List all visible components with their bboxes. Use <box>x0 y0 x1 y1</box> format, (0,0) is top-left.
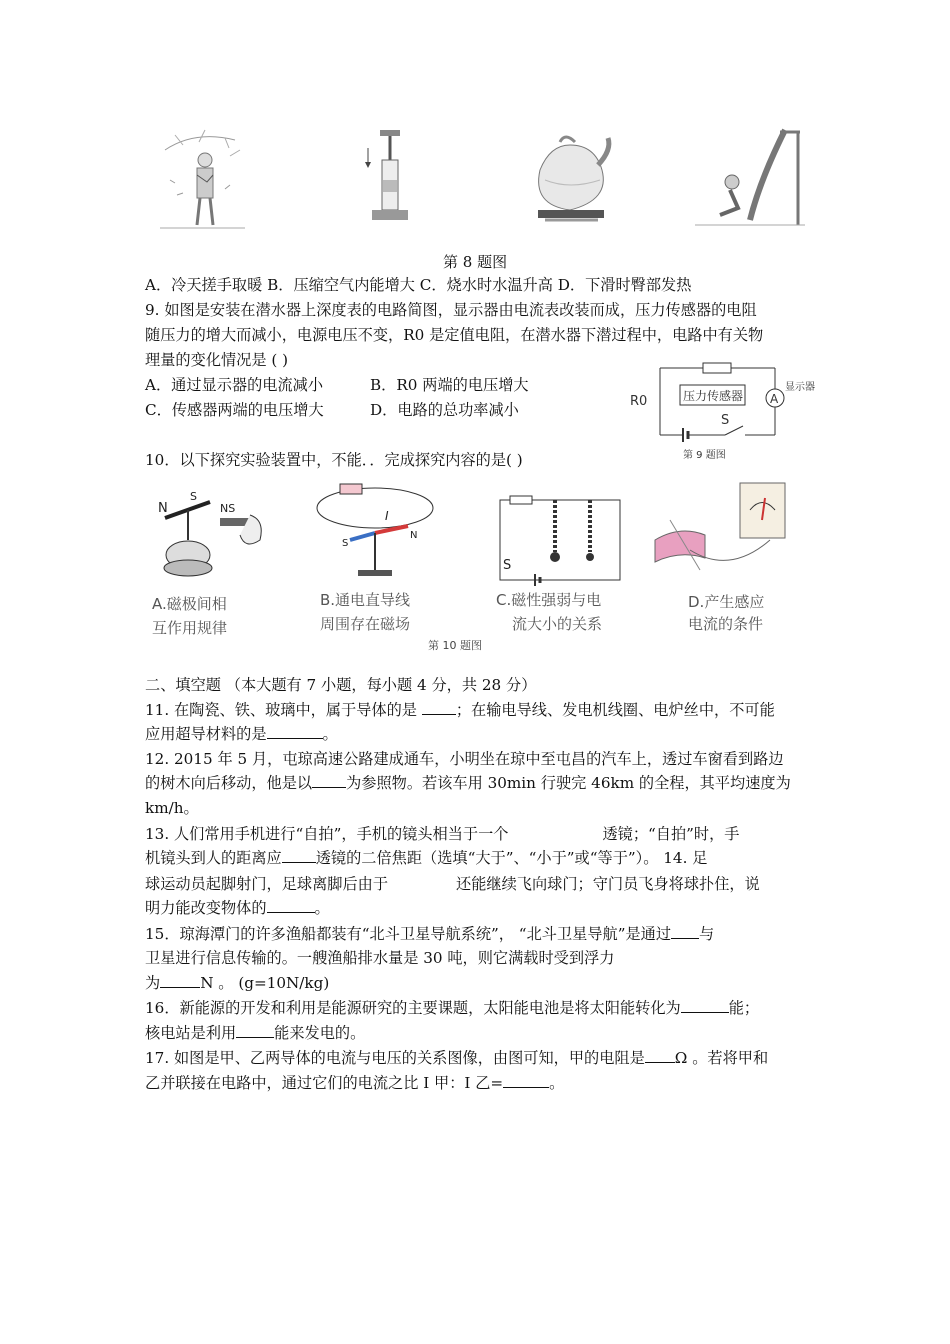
slide-illustration <box>690 120 805 232</box>
q17-blank-2[interactable] <box>503 1073 549 1088</box>
q9-option-c: C．传感器两端的电压增大 <box>145 401 324 419</box>
r0-label: R0 <box>630 394 648 409</box>
q10-fig-d-label-1: D.产生感应 <box>688 593 765 611</box>
q15-line-2: 卫星进行信息传输的。一艘渔船排水量是 30 吨，则它满载时受到浮力 <box>145 949 615 967</box>
q12-blank-1[interactable] <box>312 773 346 788</box>
q9-stem-line-2: 随压力的增大而减小，电源电压不变，R0 是定值电阻，在潜水器下潜过程中，电路中有关物 <box>145 326 764 344</box>
air-pump-illustration <box>360 120 420 230</box>
q11-blank-2[interactable] <box>267 724 323 739</box>
q8-figure-row <box>150 120 810 240</box>
q14-line-1: 球运动员起脚射门，足球离脚后由于 还能继续飞向球门；守门员飞身将球扑住，说 <box>145 875 760 893</box>
q9-stem-line-3: 理量的变化情况是 ( ) <box>145 351 289 369</box>
q10-fig-c-label-2: 流大小的关系 <box>512 615 603 633</box>
q9-option-a: A．通过显示器的电流减小 <box>145 376 324 394</box>
fig-b-s-label: S <box>342 538 349 549</box>
fig-c-switch-label: S <box>503 558 512 573</box>
q11-line-1: 11. 在陶瓷、铁、玻璃中，属于导体的是 ；在输电导线、发电机线圈、电炉丝中，不可能 <box>145 701 775 719</box>
q10-fig-a-label-1: A.磁极间相 <box>152 595 227 613</box>
q10-figure-caption: 第 10 题图 <box>428 639 482 652</box>
fig-b-n-label: N <box>410 530 418 541</box>
q9-figure-caption: 第 9 题图 <box>683 450 726 461</box>
fig-a-ns-label: NS <box>220 502 236 515</box>
q15-blank-1[interactable] <box>671 924 699 939</box>
q15-blank-2[interactable] <box>160 973 200 988</box>
q16-line-1: 16．新能源的开发和利用是能源研究的主要课题，太阳能电池是将太阳能转化为 能； <box>145 999 760 1017</box>
section-2-heading: 二、填空题 （本大题有 7 小题，每小题 4 分，共 28 分） <box>145 676 537 694</box>
q13-line-1: 13. 人们常用手机进行“自拍”，手机的镜头相当于一个 透镜；“自拍”时，手 <box>145 825 740 843</box>
q10-fig-d-label-2: 电流的条件 <box>688 615 764 633</box>
q10-fig-a-label-2: 互作用规律 <box>152 619 228 637</box>
q12-line-2: 的树木向后移动，他是以 为参照物。若该车用 30min 行驶完 46km 的全程，其平均速度为 <box>145 774 791 792</box>
pressure-sensor-label: 压力传感器 <box>683 389 744 403</box>
q11-line-2: 应用超导材料的是 。 <box>145 725 338 743</box>
q16-blank-1[interactable] <box>681 998 729 1013</box>
q10-fig-b-wire <box>310 478 440 578</box>
q12-line-3: km/h。 <box>145 799 199 817</box>
q10-fig-b-label-2: 周围存在磁场 <box>320 615 411 633</box>
q12-line-1: 12. 2015 年 5 月，屯琼高速公路建成通车，小明坐在琼中至屯昌的汽车上，透过车窗看到路边 <box>145 750 784 768</box>
q9-option-d: D．电路的总功率减小 <box>370 401 519 419</box>
q10-fig-c-label-1: C.磁性强弱与电 <box>496 591 602 609</box>
q9-stem-line-1: 9. 如图是安装在潜水器上深度表的电路简图，显示器由电流表改装而成，压力传感器的电阻 <box>145 301 757 319</box>
fig-b-current-label: I <box>385 509 389 523</box>
q17-blank-1[interactable] <box>645 1048 675 1063</box>
rubbing-hands-illustration <box>155 120 250 230</box>
fig-a-n-label: N <box>158 501 168 516</box>
q14-line-2: 明力能改变物体的 。 <box>145 899 330 917</box>
q11-blank-1[interactable] <box>422 700 456 715</box>
q10-fig-d-induction <box>650 480 790 585</box>
q13-line-2: 机镜头到人的距离应 透镜的二倍焦距（选填“大于”、“小于”或“等于”）。 14. 足 <box>145 849 708 867</box>
kettle-illustration <box>520 120 620 235</box>
q16-line-2: 核电站是利用 能来发电的。 <box>145 1024 366 1042</box>
fig-a-s-label: S <box>190 490 197 503</box>
q10-fig-b-label-1: B.通电直导线 <box>320 591 411 609</box>
display-label: 显示器 <box>785 382 815 393</box>
q8-figure-caption: 第 8 题图 <box>443 253 508 271</box>
q10-stem: 10．以下探究实验装置中，不能．．完成探究内容的是( ) <box>145 451 523 469</box>
q10-fig-c-electromagnets <box>495 492 635 587</box>
q9-option-b: B．R0 两端的电压增大 <box>370 376 529 394</box>
q10-fig-a-magnets <box>150 480 280 580</box>
q16-blank-2[interactable] <box>236 1023 274 1038</box>
q15-line-3: 为 N 。 (g=10N/kg) <box>145 974 330 992</box>
q15-line-1: 15．琼海潭门的许多渔船都装有“北斗卫星导航系统”， “北斗卫星导航”是通过 与 <box>145 925 715 943</box>
q8-options: A．冷天搓手取暖 B．压缩空气内能增大 C．烧水时水温升高 D．下滑时臀部发热 <box>145 276 692 294</box>
q17-line-2: 乙并联接在电路中，通过它们的电流之比 I 甲：I 乙= 。 <box>145 1074 565 1092</box>
q17-line-1: 17. 如图是甲、乙两导体的电流与电压的关系图像，由图可知，甲的电阻是 Ω 。若将甲和 <box>145 1049 769 1067</box>
ammeter-label: A <box>770 392 779 406</box>
switch-label: S <box>721 413 730 428</box>
q13-blank-2[interactable] <box>282 848 316 863</box>
q14-blank-2[interactable] <box>267 898 315 913</box>
